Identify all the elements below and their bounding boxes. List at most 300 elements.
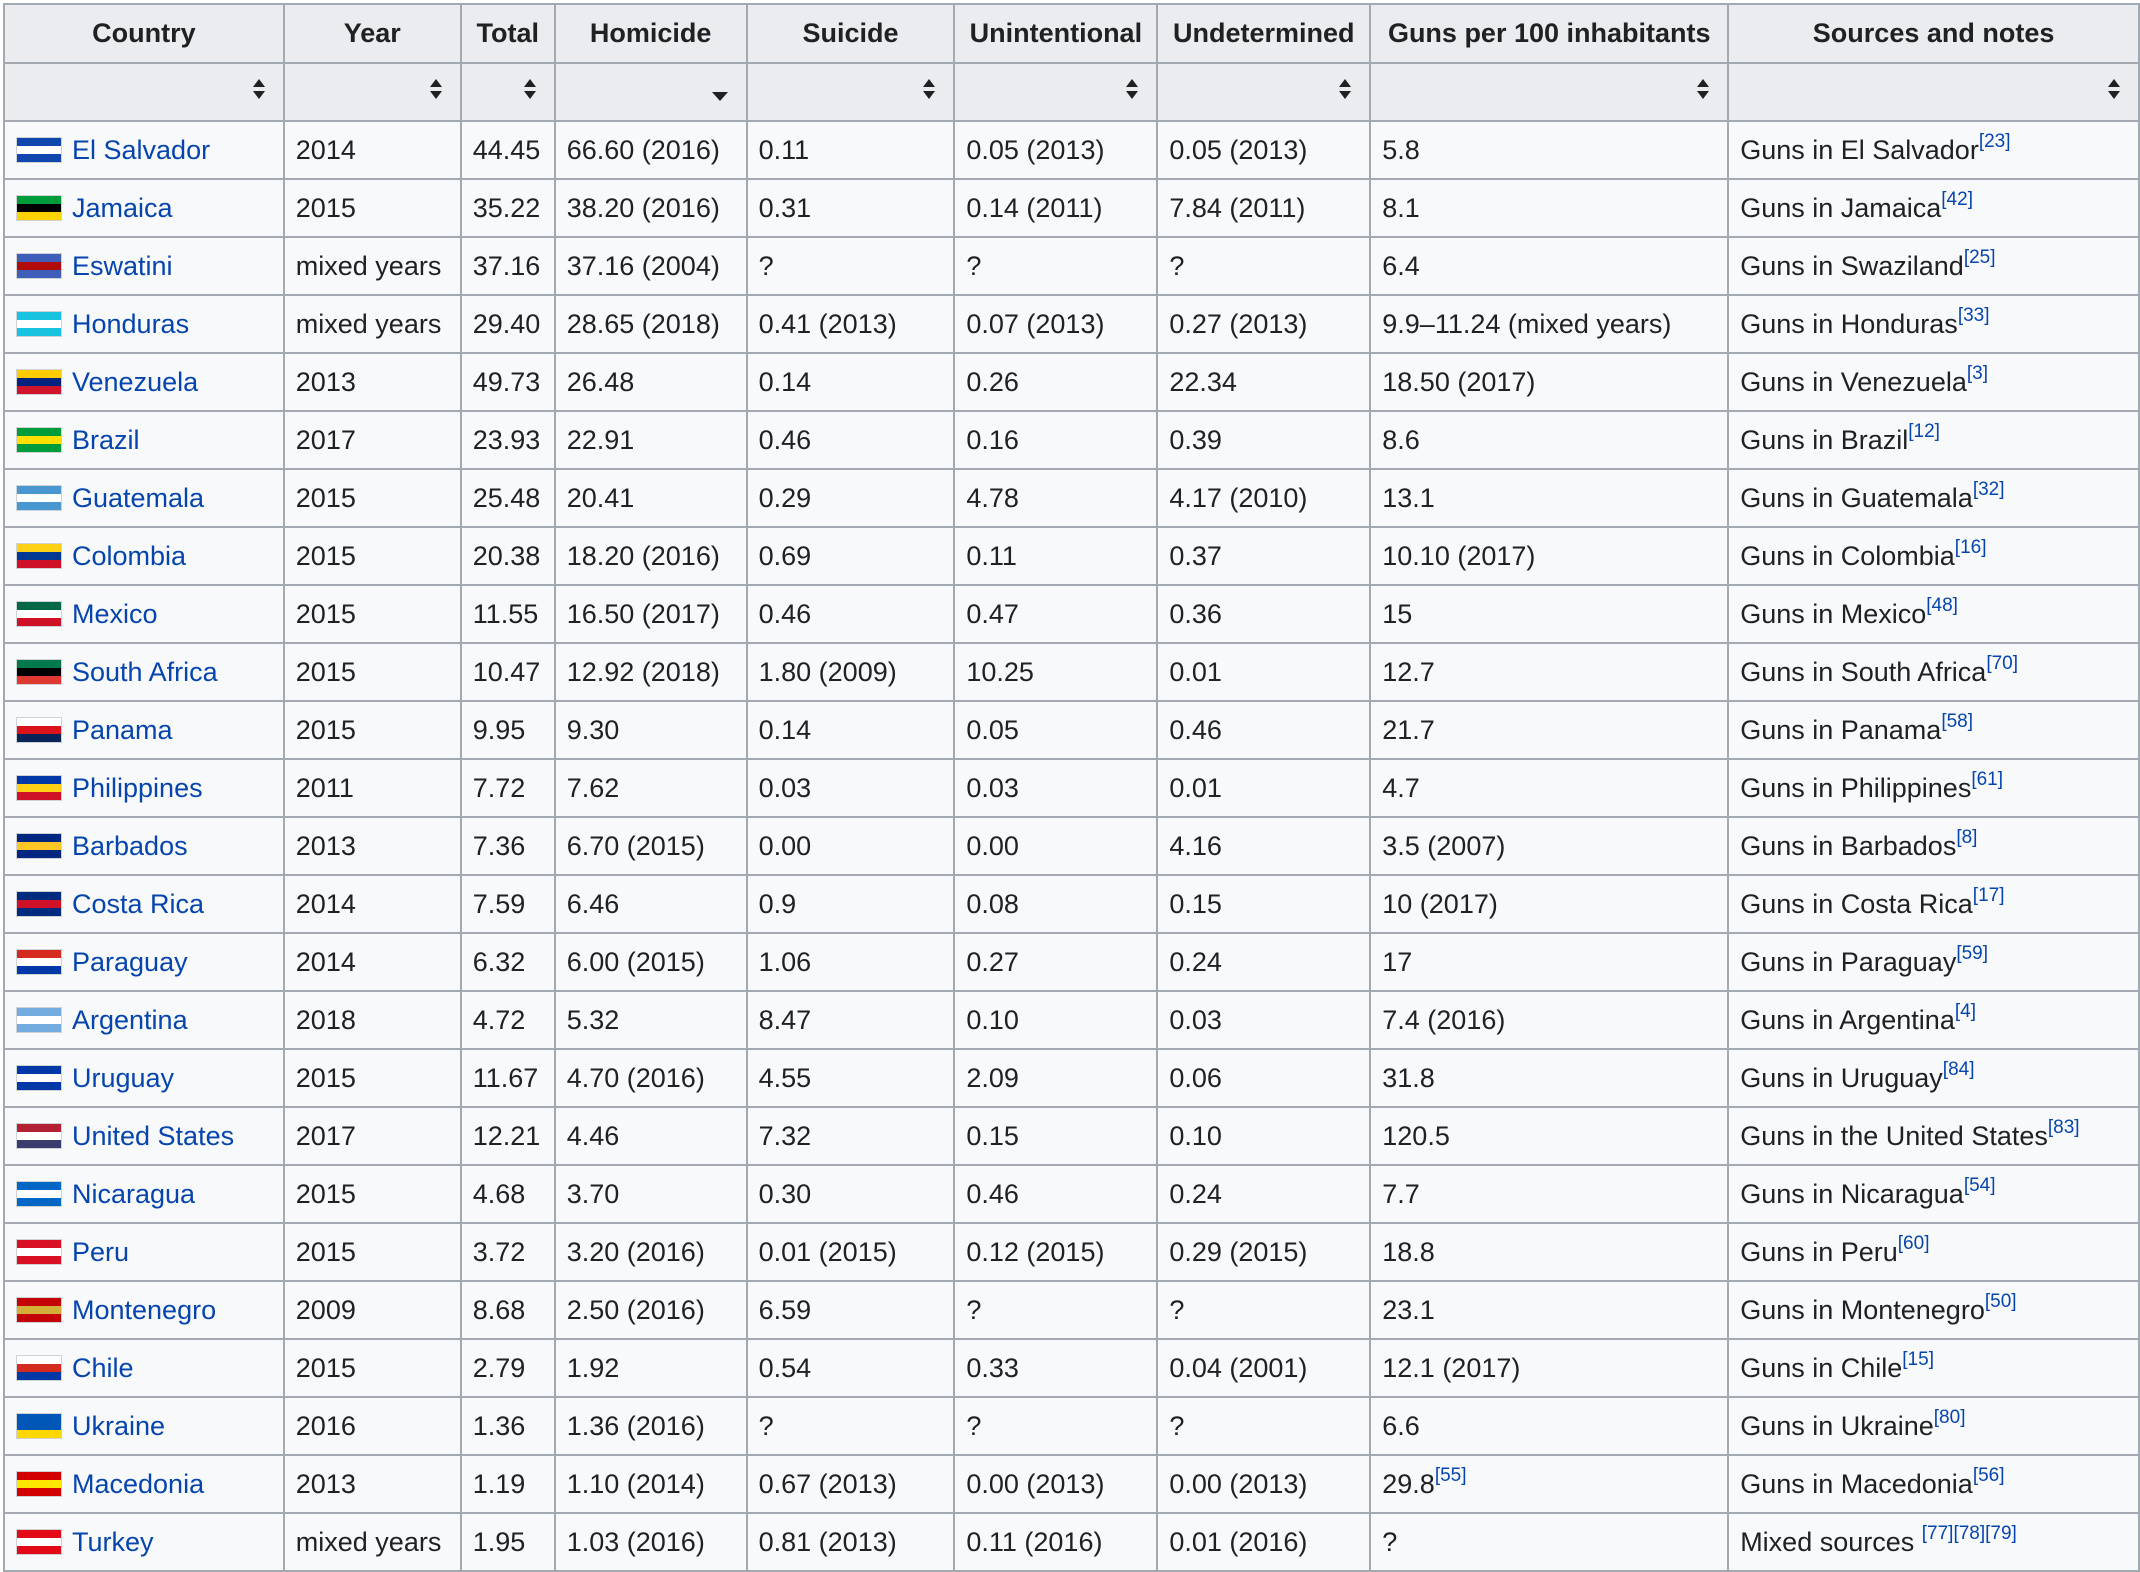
unintentional-cell: 0.33 <box>954 1339 1157 1397</box>
total-cell: 1.95 <box>461 1513 555 1571</box>
unintentional-cell: 0.08 <box>954 875 1157 933</box>
unintentional-cell: 2.09 <box>954 1049 1157 1107</box>
unintentional-cell: 0.03 <box>954 759 1157 817</box>
homicide-cell: 3.20 (2016) <box>555 1223 747 1281</box>
flag-icon <box>16 601 62 627</box>
source-cell: Guns in Ukraine[80] <box>1728 1397 2139 1455</box>
country-link[interactable]: Nicaragua <box>72 1178 196 1209</box>
undetermined-cell: 0.27 (2013) <box>1157 295 1370 353</box>
total-cell: 25.48 <box>461 469 555 527</box>
country-cell <box>4 933 284 991</box>
undetermined-cell: 0.03 <box>1157 991 1370 1049</box>
homicide-cell: 2.50 (2016) <box>555 1281 747 1339</box>
column-header[interactable]: Sources and notes <box>1728 4 2139 63</box>
undetermined-cell: 0.29 (2015) <box>1157 1223 1370 1281</box>
reference-link[interactable]: [4] <box>1954 1000 1976 1022</box>
flag-icon <box>16 1297 62 1323</box>
year-cell: 2013 <box>284 353 461 411</box>
flag-icon <box>16 369 62 395</box>
unintentional-cell: 0.27 <box>954 933 1157 991</box>
source-cell: Guns in Honduras[33] <box>1728 295 2139 353</box>
country-link[interactable]: Barbados <box>72 830 188 861</box>
table-row <box>4 237 2139 295</box>
unintentional-cell: 0.15 <box>954 1107 1157 1165</box>
source-cell: Guns in Costa Rica[17] <box>1728 875 2139 933</box>
table-row <box>4 179 2139 237</box>
guns-cell: 3.5 (2007) <box>1370 817 1728 875</box>
suicide-cell: 0.14 <box>747 701 955 759</box>
sort-both-icon[interactable] <box>2108 79 2120 101</box>
table-row <box>4 1107 2139 1165</box>
country-cell <box>4 469 284 527</box>
country-link[interactable]: Eswatini <box>72 250 173 281</box>
flag-icon <box>16 1471 62 1497</box>
country-cell <box>4 353 284 411</box>
flag-icon <box>16 1239 62 1265</box>
table-row <box>4 817 2139 875</box>
reference-link[interactable]: [32] <box>1972 478 2005 500</box>
guns-cell: 13.1 <box>1370 469 1728 527</box>
country-link[interactable]: Honduras <box>72 308 190 339</box>
country-cell <box>4 1223 284 1281</box>
table-row <box>4 585 2139 643</box>
reference-link[interactable]: [50] <box>1984 1290 2017 1312</box>
suicide-cell: 4.55 <box>747 1049 955 1107</box>
total-cell: 29.40 <box>461 295 555 353</box>
table-row <box>4 121 2139 179</box>
sort-both-icon[interactable] <box>253 79 265 101</box>
total-cell: 4.68 <box>461 1165 555 1223</box>
year-cell: 2014 <box>284 875 461 933</box>
flag-icon <box>16 1123 62 1149</box>
year-cell: 2015 <box>284 1339 461 1397</box>
unintentional-cell: 0.00 <box>954 817 1157 875</box>
guns-cell: 8.6 <box>1370 411 1728 469</box>
undetermined-cell: 4.16 <box>1157 817 1370 875</box>
year-cell: 2017 <box>284 411 461 469</box>
guns-cell: 10 (2017) <box>1370 875 1728 933</box>
guns-cell: 18.50 (2017) <box>1370 353 1728 411</box>
year-cell: 2015 <box>284 701 461 759</box>
table-row <box>4 759 2139 817</box>
unintentional-cell: 0.10 <box>954 991 1157 1049</box>
undetermined-cell: 0.39 <box>1157 411 1370 469</box>
reference-link[interactable]: [8] <box>1956 826 1978 848</box>
sort-both-icon[interactable] <box>1697 79 1709 101</box>
column-header[interactable]: Country <box>4 4 284 63</box>
undetermined-cell: 0.24 <box>1157 933 1370 991</box>
country-link[interactable]: Paraguay <box>72 946 188 977</box>
country-link[interactable]: Mexico <box>72 598 158 629</box>
table-row <box>4 875 2139 933</box>
column-header[interactable]: Unintentional <box>954 4 1157 63</box>
guns-cell: 5.8 <box>1370 121 1728 179</box>
country-cell <box>4 1339 284 1397</box>
country-link[interactable]: United States <box>72 1120 235 1151</box>
country-cell <box>4 643 284 701</box>
suicide-cell: 0.01 (2015) <box>747 1223 955 1281</box>
flag-icon <box>16 195 62 221</box>
reference-link[interactable]: [23] <box>1978 130 2011 152</box>
undetermined-cell: 0.01 <box>1157 759 1370 817</box>
table-body <box>4 121 2139 1571</box>
suicide-cell: 0.67 (2013) <box>747 1455 955 1513</box>
homicide-cell: 1.10 (2014) <box>555 1455 747 1513</box>
source-cell: Guns in Uruguay[84] <box>1728 1049 2139 1107</box>
sort-both-icon[interactable] <box>1126 79 1138 101</box>
table-row <box>4 1397 2139 1455</box>
homicide-cell: 4.70 (2016) <box>555 1049 747 1107</box>
unintentional-cell: ? <box>954 1397 1157 1455</box>
flag-icon <box>16 137 62 163</box>
guns-cell: 10.10 (2017) <box>1370 527 1728 585</box>
source-cell: Guns in Swaziland[25] <box>1728 237 2139 295</box>
unintentional-cell: 0.16 <box>954 411 1157 469</box>
source-cell: Guns in El Salvador[23] <box>1728 121 2139 179</box>
reference-link[interactable]: [15] <box>1902 1348 1934 1370</box>
table-row <box>4 1339 2139 1397</box>
guns-cell: 9.9–11.24 (mixed years) <box>1370 295 1728 353</box>
total-cell: 12.21 <box>461 1107 555 1165</box>
guns-cell: 4.7 <box>1370 759 1728 817</box>
undetermined-cell: 4.17 (2010) <box>1157 469 1370 527</box>
reference-link[interactable]: [77][78][79] <box>1921 1522 2017 1544</box>
suicide-cell: 0.11 <box>747 121 955 179</box>
country-link[interactable]: Venezuela <box>72 366 199 397</box>
country-cell <box>4 527 284 585</box>
reference-link[interactable]: [56] <box>1972 1464 2005 1486</box>
unintentional-cell: 10.25 <box>954 643 1157 701</box>
sort-row <box>4 63 2139 121</box>
source-cell: Guns in Mexico[48] <box>1728 585 2139 643</box>
total-cell: 7.72 <box>461 759 555 817</box>
country-link[interactable]: Colombia <box>72 540 187 571</box>
flag-icon <box>16 659 62 685</box>
suicide-cell: 1.06 <box>747 933 955 991</box>
guns-cell: 31.8 <box>1370 1049 1728 1107</box>
country-cell <box>4 875 284 933</box>
country-link[interactable]: Macedonia <box>72 1468 205 1499</box>
unintentional-cell: 0.11 (2016) <box>954 1513 1157 1571</box>
suicide-cell: 0.81 (2013) <box>747 1513 955 1571</box>
homicide-cell: 16.50 (2017) <box>555 585 747 643</box>
total-cell: 49.73 <box>461 353 555 411</box>
total-cell: 6.32 <box>461 933 555 991</box>
reference-link[interactable]: [70] <box>1986 652 2019 674</box>
guns-cell: 8.1 <box>1370 179 1728 237</box>
undetermined-cell: 0.01 <box>1157 643 1370 701</box>
table-row <box>4 933 2139 991</box>
homicide-cell: 1.92 <box>555 1339 747 1397</box>
source-cell: Guns in Paraguay[59] <box>1728 933 2139 991</box>
country-cell <box>4 237 284 295</box>
year-cell: 2014 <box>284 121 461 179</box>
homicide-cell: 9.30 <box>555 701 747 759</box>
guns-cell: 18.8 <box>1370 1223 1728 1281</box>
homicide-cell: 22.91 <box>555 411 747 469</box>
sort-cell[interactable] <box>954 63 1157 121</box>
country-link[interactable]: Philippines <box>72 772 203 803</box>
reference-link[interactable]: [83] <box>2047 1116 2080 1138</box>
suicide-cell: 0.9 <box>747 875 955 933</box>
guns-cell: 7.4 (2016) <box>1370 991 1728 1049</box>
guns-cell: 120.5 <box>1370 1107 1728 1165</box>
unintentional-cell: 0.46 <box>954 1165 1157 1223</box>
table-row <box>4 1049 2139 1107</box>
country-link[interactable]: Peru <box>72 1236 130 1267</box>
unintentional-cell: 0.47 <box>954 585 1157 643</box>
undetermined-cell: 0.05 (2013) <box>1157 121 1370 179</box>
homicide-cell: 37.16 (2004) <box>555 237 747 295</box>
country-cell <box>4 1455 284 1513</box>
reference-link[interactable]: [59] <box>1956 942 1989 964</box>
country-cell <box>4 817 284 875</box>
table-row <box>4 411 2139 469</box>
year-cell: 2013 <box>284 817 461 875</box>
table-row <box>4 1223 2139 1281</box>
suicide-cell: 8.47 <box>747 991 955 1049</box>
homicide-cell: 7.62 <box>555 759 747 817</box>
country-cell <box>4 585 284 643</box>
column-header[interactable]: Guns per 100 inhabitants <box>1370 4 1728 63</box>
reference-link[interactable]: [80] <box>1933 1406 1966 1428</box>
suicide-cell: 0.54 <box>747 1339 955 1397</box>
homicide-cell: 38.20 (2016) <box>555 179 747 237</box>
suicide-cell: ? <box>747 237 955 295</box>
homicide-cell: 5.32 <box>555 991 747 1049</box>
guns-cell: 23.1 <box>1370 1281 1728 1339</box>
flag-icon <box>16 1007 62 1033</box>
column-header[interactable]: Undetermined <box>1157 4 1370 63</box>
source-cell: Guns in Argentina[4] <box>1728 991 2139 1049</box>
country-link[interactable]: South Africa <box>72 656 218 687</box>
column-header[interactable]: Year <box>284 4 461 63</box>
unintentional-cell: 0.07 (2013) <box>954 295 1157 353</box>
reference-link[interactable]: [61] <box>1971 768 2004 790</box>
reference-link[interactable]: [3] <box>1966 362 1988 384</box>
country-link[interactable]: Costa Rica <box>72 888 205 919</box>
flag-icon <box>16 427 62 453</box>
table-row <box>4 1513 2139 1571</box>
unintentional-cell: 0.26 <box>954 353 1157 411</box>
flag-icon <box>16 485 62 511</box>
sort-both-icon[interactable] <box>524 79 536 101</box>
suicide-cell: 0.30 <box>747 1165 955 1223</box>
reference-link[interactable]: [48] <box>1926 594 1958 616</box>
sort-cell[interactable] <box>1370 63 1728 121</box>
reference-link[interactable]: [54] <box>1963 1174 1996 1196</box>
reference-link[interactable]: [60] <box>1897 1232 1930 1254</box>
country-cell <box>4 121 284 179</box>
source-cell: Guns in Nicaragua[54] <box>1728 1165 2139 1223</box>
homicide-cell: 18.20 (2016) <box>555 527 747 585</box>
total-cell: 9.95 <box>461 701 555 759</box>
total-cell: 35.22 <box>461 179 555 237</box>
column-header[interactable]: Homicide <box>555 4 747 63</box>
year-cell: mixed years <box>284 1513 461 1571</box>
flag-icon <box>16 717 62 743</box>
source-cell: Guns in Peru[60] <box>1728 1223 2139 1281</box>
header-row <box>4 4 2139 63</box>
flag-icon <box>16 253 62 279</box>
flag-icon <box>16 1065 62 1091</box>
sort-cell[interactable] <box>747 63 955 121</box>
flag-icon <box>16 1355 62 1381</box>
undetermined-cell: 0.10 <box>1157 1107 1370 1165</box>
country-link[interactable]: El Salvador <box>72 134 211 165</box>
total-cell: 20.38 <box>461 527 555 585</box>
reference-link[interactable]: [12] <box>1908 420 1940 442</box>
homicide-cell: 1.03 (2016) <box>555 1513 747 1571</box>
flag-icon <box>16 1181 62 1207</box>
year-cell: mixed years <box>284 237 461 295</box>
table-row <box>4 1165 2139 1223</box>
year-cell: 2015 <box>284 643 461 701</box>
country-cell <box>4 759 284 817</box>
column-header[interactable]: Total <box>461 4 555 63</box>
table-row <box>4 1455 2139 1513</box>
suicide-cell: 0.00 <box>747 817 955 875</box>
year-cell: 2009 <box>284 1281 461 1339</box>
reference-link[interactable]: [33] <box>1957 304 1990 326</box>
sort-cell[interactable] <box>461 63 555 121</box>
sort-cell[interactable] <box>4 63 284 121</box>
sort-both-icon[interactable] <box>430 79 442 101</box>
sort-both-icon[interactable] <box>1339 79 1351 101</box>
country-cell <box>4 1281 284 1339</box>
country-link[interactable]: Guatemala <box>72 482 205 513</box>
total-cell: 2.79 <box>461 1339 555 1397</box>
unintentional-cell: 0.12 (2015) <box>954 1223 1157 1281</box>
table-row <box>4 991 2139 1049</box>
country-cell <box>4 1107 284 1165</box>
country-cell <box>4 295 284 353</box>
source-cell: Guns in Brazil[12] <box>1728 411 2139 469</box>
total-cell: 8.68 <box>461 1281 555 1339</box>
homicide-cell: 20.41 <box>555 469 747 527</box>
table-row <box>4 353 2139 411</box>
suicide-cell: 0.41 (2013) <box>747 295 955 353</box>
reference-link[interactable]: [84] <box>1942 1058 1975 1080</box>
guns-cell: 7.7 <box>1370 1165 1728 1223</box>
year-cell: 2017 <box>284 1107 461 1165</box>
homicide-cell: 1.36 (2016) <box>555 1397 747 1455</box>
guns-cell: 12.1 (2017) <box>1370 1339 1728 1397</box>
unintentional-cell: 0.11 <box>954 527 1157 585</box>
source-cell: Guns in Montenegro[50] <box>1728 1281 2139 1339</box>
total-cell: 37.16 <box>461 237 555 295</box>
unintentional-cell: 0.05 <box>954 701 1157 759</box>
table-row <box>4 295 2139 353</box>
country-link[interactable]: Uruguay <box>72 1062 175 1093</box>
source-cell: Guns in Guatemala[32] <box>1728 469 2139 527</box>
suicide-cell: 0.14 <box>747 353 955 411</box>
undetermined-cell: 7.84 (2011) <box>1157 179 1370 237</box>
homicide-cell: 28.65 (2018) <box>555 295 747 353</box>
reference-link[interactable]: [42] <box>1941 188 1973 210</box>
undetermined-cell: ? <box>1157 1281 1370 1339</box>
sort-cell[interactable] <box>284 63 461 121</box>
homicide-cell: 12.92 (2018) <box>555 643 747 701</box>
reference-link[interactable]: [55] <box>1434 1464 1467 1486</box>
source-cell: Guns in Barbados[8] <box>1728 817 2139 875</box>
country-link[interactable]: Jamaica <box>72 192 173 223</box>
country-link[interactable]: Brazil <box>72 424 140 455</box>
country-link[interactable]: Montenegro <box>72 1294 217 1325</box>
guns-cell: 12.7 <box>1370 643 1728 701</box>
sort-cell[interactable] <box>1728 63 2139 121</box>
flag-icon <box>16 1413 62 1439</box>
undetermined-cell: 0.46 <box>1157 701 1370 759</box>
sort-cell[interactable] <box>555 63 747 121</box>
total-cell: 23.93 <box>461 411 555 469</box>
flag-icon <box>16 949 62 975</box>
suicide-cell: 0.29 <box>747 469 955 527</box>
gun-deaths-table <box>3 3 2140 1572</box>
unintentional-cell: 0.14 (2011) <box>954 179 1157 237</box>
source-cell: Mixed sources [77][78][79] <box>1728 1513 2139 1571</box>
source-cell: Guns in Jamaica[42] <box>1728 179 2139 237</box>
reference-link[interactable]: [16] <box>1954 536 1987 558</box>
flag-icon <box>16 775 62 801</box>
reference-link[interactable]: [25] <box>1963 246 1996 268</box>
undetermined-cell: 0.06 <box>1157 1049 1370 1107</box>
homicide-cell: 6.00 (2015) <box>555 933 747 991</box>
country-link[interactable]: Chile <box>72 1352 134 1383</box>
year-cell: 2015 <box>284 1049 461 1107</box>
flag-icon <box>16 833 62 859</box>
sort-both-icon[interactable] <box>923 79 935 101</box>
total-cell: 11.67 <box>461 1049 555 1107</box>
suicide-cell: ? <box>747 1397 955 1455</box>
suicide-cell: 6.59 <box>747 1281 955 1339</box>
country-link[interactable]: Turkey <box>72 1526 154 1557</box>
reference-link[interactable]: [17] <box>1972 884 2005 906</box>
guns-cell: ? <box>1370 1513 1728 1571</box>
homicide-cell: 6.46 <box>555 875 747 933</box>
undetermined-cell: 0.36 <box>1157 585 1370 643</box>
guns-cell: 15 <box>1370 585 1728 643</box>
column-header[interactable]: Suicide <box>747 4 955 63</box>
undetermined-cell: 0.37 <box>1157 527 1370 585</box>
reference-link[interactable]: [58] <box>1941 710 1974 732</box>
suicide-cell: 0.46 <box>747 411 955 469</box>
country-cell <box>4 1397 284 1455</box>
total-cell: 7.59 <box>461 875 555 933</box>
country-link[interactable]: Panama <box>72 714 173 745</box>
country-cell <box>4 179 284 237</box>
year-cell: 2014 <box>284 933 461 991</box>
suicide-cell: 1.80 (2009) <box>747 643 955 701</box>
source-cell: Guns in South Africa[70] <box>1728 643 2139 701</box>
country-link[interactable]: Ukraine <box>72 1410 166 1441</box>
year-cell: 2013 <box>284 1455 461 1513</box>
sort-desc-icon[interactable] <box>712 92 728 101</box>
unintentional-cell: ? <box>954 237 1157 295</box>
year-cell: 2015 <box>284 1165 461 1223</box>
source-cell: Guns in Philippines[61] <box>1728 759 2139 817</box>
country-cell <box>4 1049 284 1107</box>
country-cell <box>4 1165 284 1223</box>
source-cell: Guns in Venezuela[3] <box>1728 353 2139 411</box>
suicide-cell: 0.69 <box>747 527 955 585</box>
unintentional-cell: ? <box>954 1281 1157 1339</box>
total-cell: 1.36 <box>461 1397 555 1455</box>
sort-cell[interactable] <box>1157 63 1370 121</box>
country-link[interactable]: Argentina <box>72 1004 188 1035</box>
source-cell: Guns in the United States[83] <box>1728 1107 2139 1165</box>
homicide-cell: 6.70 (2015) <box>555 817 747 875</box>
